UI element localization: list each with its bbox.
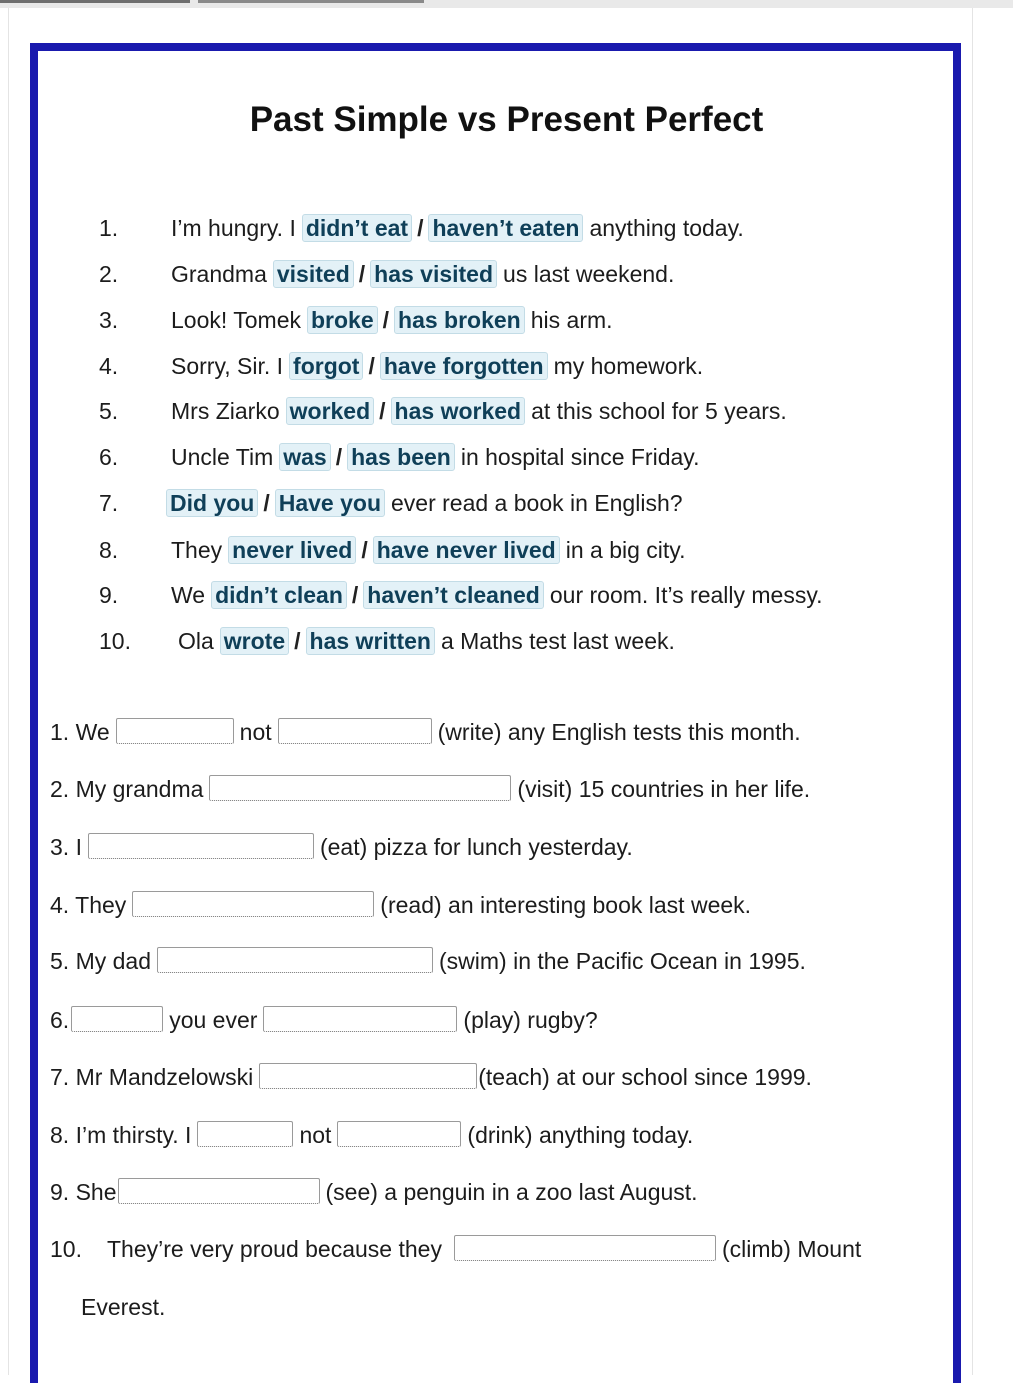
sentence-text: our room. It’s really messy. xyxy=(549,582,823,608)
sentence-text: 3. I xyxy=(50,834,82,860)
sentence-10 xyxy=(50,1234,861,1264)
sentence-2 xyxy=(50,774,810,804)
sentence-text: Mrs Ziarko xyxy=(171,398,280,424)
sentence-text: 5. My dad xyxy=(50,948,151,974)
sentence-text: (write) any English tests this month. xyxy=(437,719,801,745)
option-present-perfect[interactable]: have forgotten xyxy=(380,352,548,380)
choice-sentence xyxy=(171,580,823,610)
sentence-text: (swim) in the Pacific Ocean in 1995. xyxy=(439,948,806,974)
page-edge-right xyxy=(972,8,973,1375)
option-present-perfect[interactable]: haven’t eaten xyxy=(428,214,583,242)
answer-box[interactable] xyxy=(88,833,314,859)
option-past-simple[interactable]: didn’t clean xyxy=(211,581,347,609)
option-separator: / xyxy=(358,261,366,287)
option-separator: / xyxy=(417,215,424,241)
option-present-perfect[interactable]: haven’t cleaned xyxy=(363,581,544,609)
choice-sentence xyxy=(171,442,699,472)
choice-sentence xyxy=(171,351,703,381)
choice-sentence xyxy=(166,488,683,518)
choice-sentence xyxy=(171,259,674,289)
tab-indicator xyxy=(0,0,190,3)
sentence-text: at this school for 5 years. xyxy=(531,398,787,424)
option-present-perfect[interactable]: have never lived xyxy=(373,536,560,564)
sentence-text: (play) rugby? xyxy=(463,1007,598,1033)
option-separator: / xyxy=(379,398,386,424)
option-past-simple[interactable]: broke xyxy=(307,306,378,334)
answer-box[interactable] xyxy=(71,1006,163,1032)
option-separator: / xyxy=(294,628,301,654)
sentence-text: I’m hungry. I xyxy=(171,215,296,241)
sentence-8 xyxy=(50,1120,693,1150)
sentence-text: Ola xyxy=(178,628,214,654)
sentence-text: you ever xyxy=(169,1007,258,1033)
answer-box[interactable] xyxy=(116,718,234,744)
sentence-text: in hospital since Friday. xyxy=(460,444,700,470)
sentence-text: his arm. xyxy=(530,307,613,333)
option-present-perfect[interactable]: has visited xyxy=(370,260,497,288)
option-past-simple[interactable]: worked xyxy=(286,397,375,425)
option-past-simple[interactable]: was xyxy=(279,443,330,471)
answer-box[interactable] xyxy=(263,1006,457,1032)
sentence-text: (eat) pizza for lunch yesterday. xyxy=(319,834,633,860)
option-present-perfect[interactable]: has broken xyxy=(394,306,525,334)
item-number: 3. xyxy=(99,307,119,333)
sentence-text: Grandma xyxy=(171,261,267,287)
sentence-text: 9. She xyxy=(50,1179,117,1205)
sentence-text: anything today. xyxy=(589,215,744,241)
sentence-text: They’re very proud because they xyxy=(106,1236,442,1262)
sentence-text: We xyxy=(171,582,206,608)
option-separator: / xyxy=(263,490,270,516)
sentence-9 xyxy=(50,1177,698,1207)
sentence-text: Look! Tomek xyxy=(171,307,301,333)
answer-box[interactable] xyxy=(157,947,433,973)
sentence-text: (read) an interesting book last week. xyxy=(380,892,752,918)
item-number: 1. xyxy=(99,215,119,241)
sentence-3 xyxy=(50,832,633,862)
option-past-simple[interactable]: didn’t eat xyxy=(302,214,412,242)
sentence-text: 1. We xyxy=(50,719,110,745)
option-past-simple[interactable]: never lived xyxy=(228,536,356,564)
sentence-text: us last weekend. xyxy=(503,261,675,287)
sentence-text: Everest. xyxy=(81,1294,166,1320)
choice-sentence xyxy=(171,535,685,565)
sentence-text: not xyxy=(239,719,272,745)
sentence-text: They xyxy=(171,537,223,563)
sentence-7 xyxy=(50,1062,812,1092)
sentence-text: 4. They xyxy=(50,892,127,918)
sentence-text: Uncle Tim xyxy=(171,444,274,470)
sentence-1 xyxy=(50,717,801,747)
option-past-simple[interactable]: visited xyxy=(273,260,354,288)
answer-box[interactable] xyxy=(337,1121,461,1147)
sentence-text: (drink) anything today. xyxy=(467,1122,694,1148)
option-present-perfect[interactable]: has written xyxy=(306,627,435,655)
option-present-perfect[interactable]: Have you xyxy=(275,489,385,517)
item-number: 10. xyxy=(99,628,131,654)
sentence-text: (see) a penguin in a zoo last August. xyxy=(325,1179,698,1205)
answer-box[interactable] xyxy=(454,1235,716,1261)
item-number: 5. xyxy=(99,398,119,424)
item-number: 8. xyxy=(99,537,119,563)
sentence-6 xyxy=(50,1005,598,1035)
sentence-text: 8. I’m thirsty. I xyxy=(50,1122,192,1148)
answer-box[interactable] xyxy=(118,1178,320,1204)
item-number: 2. xyxy=(99,261,119,287)
sentence-text: 6. xyxy=(50,1007,70,1033)
sentence-text: Sorry, Sir. I xyxy=(171,353,284,379)
item-number: 6. xyxy=(99,444,119,470)
option-past-simple[interactable]: wrote xyxy=(220,627,289,655)
answer-box[interactable] xyxy=(259,1063,477,1089)
option-separator: / xyxy=(351,582,359,608)
sentence-10-continued xyxy=(81,1292,165,1322)
answer-box[interactable] xyxy=(209,775,511,801)
answer-box[interactable] xyxy=(132,891,374,917)
choice-sentence xyxy=(178,626,675,656)
sentence-4 xyxy=(50,890,751,920)
choice-sentence xyxy=(171,213,744,243)
option-past-simple[interactable]: Did you xyxy=(166,489,258,517)
browser-top-bar xyxy=(0,0,1013,8)
choice-sentence xyxy=(171,396,787,426)
item-number: 4. xyxy=(99,353,119,379)
sentence-text: (visit) 15 countries in her life. xyxy=(517,776,811,802)
option-past-simple[interactable]: forgot xyxy=(289,352,363,380)
sentence-text: in a big city. xyxy=(565,537,686,563)
sentence-text: ever read a book in English? xyxy=(391,490,683,516)
item-number: 7. xyxy=(99,490,119,516)
sentence-text: my homework. xyxy=(553,353,704,379)
worksheet-title: Past Simple vs Present Perfect xyxy=(249,100,764,139)
option-separator: / xyxy=(382,307,390,333)
sentence-text: 7. Mr Mandzelowski xyxy=(50,1064,254,1090)
sentence-number: 10. xyxy=(50,1236,82,1262)
tab-indicator-2 xyxy=(198,0,424,3)
choice-sentence xyxy=(171,305,613,335)
answer-box[interactable] xyxy=(197,1121,293,1147)
option-present-perfect[interactable]: has been xyxy=(347,443,455,471)
sentence-text: 2. My grandma xyxy=(50,776,204,802)
page-edge-left xyxy=(8,8,9,1375)
option-separator: / xyxy=(335,444,343,470)
sentence-text: not xyxy=(299,1122,332,1148)
option-separator: / xyxy=(368,353,375,379)
sentence-5 xyxy=(50,946,806,976)
item-number: 9. xyxy=(99,582,119,608)
answer-box[interactable] xyxy=(278,718,432,744)
option-present-perfect[interactable]: has worked xyxy=(391,397,526,425)
sentence-text: (teach) at our school since 1999. xyxy=(478,1064,812,1090)
sentence-text: a Maths test last week. xyxy=(440,628,675,654)
option-separator: / xyxy=(361,537,368,563)
sentence-text: (climb) Mount xyxy=(721,1236,862,1262)
